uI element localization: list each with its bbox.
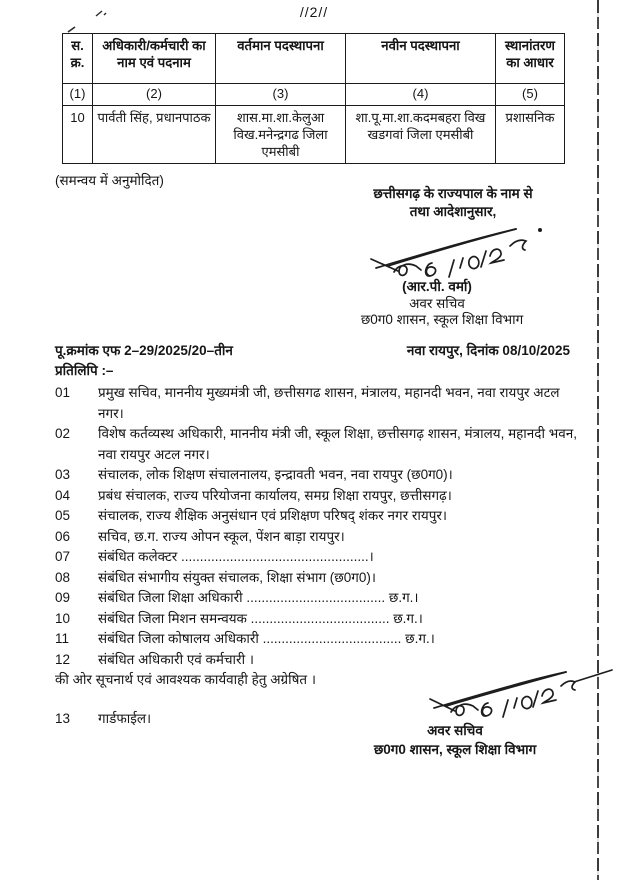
copy-item-number: 09 bbox=[55, 590, 71, 605]
copy-item-text: सचिव, छ.ग. राज्य ओपन स्कूल, पेंशन बाड़ा रायपुर। bbox=[98, 528, 345, 544]
signature-top bbox=[368, 224, 568, 282]
place-and-date: नवा रायपुर, दिनांक 08/10/2025 bbox=[406, 343, 570, 358]
cell-name: पार्वती सिंह, प्रधानपाठक bbox=[93, 106, 216, 164]
col-num-4: (4) bbox=[346, 84, 496, 106]
copy-heading: प्रतिलिपि :– bbox=[55, 363, 114, 378]
copy-item bbox=[55, 588, 585, 609]
transfer-order-table bbox=[62, 33, 565, 164]
copy-item bbox=[55, 465, 585, 486]
governor-order-line2: तथा आदेशानुसार, bbox=[409, 204, 497, 219]
header-new-posting: नवीन पदस्थापना bbox=[346, 34, 496, 84]
reference-number: पू.क्रमांक एफ 2–29/2025/20–तीन bbox=[55, 343, 233, 358]
copy-item-text: प्रबंध संचालक, राज्य परियोजना कार्यालय, समग्र शिक्षा रायपुर, छत्तीसगढ़। bbox=[98, 487, 452, 503]
signatory-title: अवर सचिव bbox=[409, 296, 465, 311]
cell-basis: प्रशासनिक bbox=[496, 106, 565, 164]
header-current-posting: वर्तमान पदस्थापना bbox=[216, 34, 346, 84]
copy-item-text: संबंधित अधिकारी एवं कर्मचारी । bbox=[98, 651, 254, 667]
copy-item bbox=[55, 609, 585, 630]
cell-new-posting: शा.पू.मा.शा.कदमबहरा विख खडगवां जिला एमसीबी bbox=[346, 106, 496, 164]
copy-item-text: संबंधित जिला शिक्षा अधिकारी ..................................... छ.ग.। bbox=[98, 590, 419, 605]
signatory-name: (आर.पी. वर्मा) bbox=[402, 279, 472, 294]
governor-order-line1: छत्तीसगढ़ के राज्यपाल के नाम से bbox=[373, 186, 533, 201]
copy-item-text: संचालक, लोक शिक्षण संचालनालय, इन्द्रावती भवन, नवा रायपुर (छ0ग0)। bbox=[98, 467, 453, 482]
header-basis: स्थानांतरण का आधार bbox=[496, 34, 565, 84]
cell-serial: 10 bbox=[63, 106, 93, 164]
copy-item bbox=[55, 486, 585, 507]
copy-item bbox=[55, 527, 585, 548]
copy-item-number: 02 bbox=[55, 426, 71, 441]
footer-signatory-title: अवर सचिव bbox=[427, 723, 483, 738]
scan-edge-line bbox=[597, 0, 599, 880]
copy-item-text: गार्डफाईल। bbox=[98, 710, 152, 726]
copy-item-text: प्रमुख सचिव, माननीय मुख्यमंत्री जी, छत्तीसगढ शासन, मंत्रालय, महानदी भवन, नवा रायपुर अटल नगर। bbox=[98, 385, 560, 421]
copy-item-number: 13 bbox=[55, 710, 71, 726]
page-number: //2// bbox=[299, 4, 329, 20]
copy-item-text: संबंधित जिला मिशन समन्वयक ..................................... छ.ग.। bbox=[98, 610, 423, 626]
copy-item-number: 03 bbox=[55, 467, 71, 482]
col-num-2: (2) bbox=[93, 84, 216, 106]
footer-signatory-dept: छ0ग0 शासन, स्कूल शिक्षा विभाग bbox=[373, 742, 537, 757]
column-number-row bbox=[63, 84, 565, 106]
signature-bottom bbox=[428, 666, 618, 722]
table-header-row bbox=[63, 34, 565, 84]
copy-item-number: 10 bbox=[55, 610, 71, 626]
header-name: अधिकारी/कर्मचारी का नाम एवं पदनाम bbox=[93, 34, 216, 84]
copy-item-text: विशेष कर्तव्यस्थ अधिकारी, माननीय मंत्री जी, स्कूल शिक्षा, छत्तीसगढ़ शासन, मंत्रालय, महानदी भवन, नवा रायपुर अटल नगर। bbox=[98, 426, 577, 462]
copy-item bbox=[55, 629, 585, 650]
copy-item-text: संबंधित संभागीय संयुक्त संचालक, शिक्षा संभाग (छ0ग0)। bbox=[98, 569, 376, 585]
cell-current-posting: शास.मा.शा.केलुआ विख.मनेन्द्रगढ जिला एमसीबी bbox=[216, 106, 346, 164]
approval-note: (समन्वय में अनुमोदित) bbox=[55, 173, 164, 188]
copy-item-text: संबंधित कलेक्टर ..................................................। bbox=[98, 549, 374, 564]
copy-item bbox=[55, 383, 585, 424]
copy-item bbox=[55, 547, 585, 568]
copy-item-number: 04 bbox=[55, 487, 71, 503]
copy-item bbox=[55, 506, 585, 527]
copy-item-number: 05 bbox=[55, 508, 71, 523]
header-serial: स. क्र. bbox=[63, 34, 93, 84]
copy-item-number: 06 bbox=[55, 528, 71, 544]
signatory-dept: छ0ग0 शासन, स्कूल शिक्षा विभाग bbox=[360, 312, 524, 327]
copy-item bbox=[55, 424, 585, 465]
col-num-1: (1) bbox=[63, 84, 93, 106]
copy-item-number: 11 bbox=[55, 631, 70, 646]
forward-note: की ओर सूचनार्थ एवं आवश्यक कार्यवाही हेतु अग्रेषित । bbox=[55, 672, 316, 687]
col-num-5: (5) bbox=[496, 84, 565, 106]
copy-item-number: 01 bbox=[55, 385, 71, 400]
copy-item-text: संचालक, राज्य शैक्षिक अनुसंधान एवं प्रशिक्षण परिषद् शंकर नगर रायपुर। bbox=[98, 508, 448, 523]
table-row bbox=[63, 106, 565, 164]
copy-item-number: 07 bbox=[55, 549, 71, 564]
col-num-3: (3) bbox=[216, 84, 346, 106]
copy-item bbox=[55, 568, 585, 589]
copy-item-text: संबंधित जिला कोषालय अधिकारी ..................................... छ.ग.। bbox=[98, 631, 435, 646]
copy-item-number: 08 bbox=[55, 569, 71, 585]
copy-item-number: 12 bbox=[55, 651, 71, 667]
